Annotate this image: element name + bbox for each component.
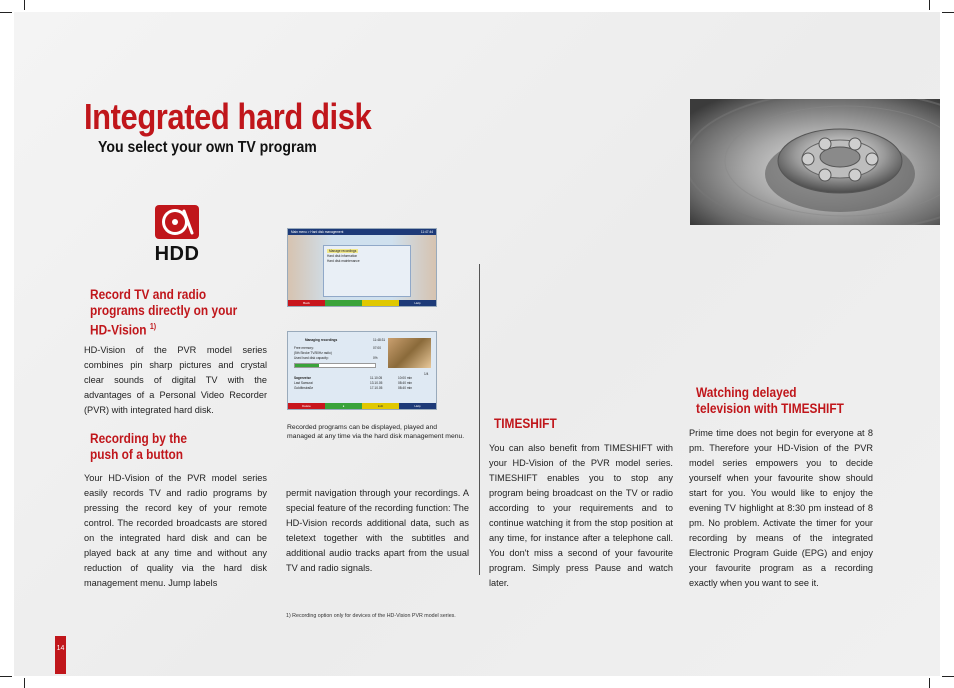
crop-mark [0,12,12,13]
menu-item-hard-disk-maintenance[interactable]: Hard disk maintenance [327,259,360,263]
capacity-bar [294,363,376,368]
green-button[interactable] [325,300,362,306]
recording-list [292,376,422,396]
crop-mark [24,678,25,688]
menu-panel [323,245,411,297]
managing-recordings-screenshot [287,331,437,410]
timeshift-heading: TIMESHIFT [494,416,557,431]
footnote-marker: 1) [149,322,157,331]
used-capacity-label: Used hard disk capacity: [294,356,329,360]
menu-path: Main menu > Hard disk management [291,230,344,234]
crop-mark [0,676,12,677]
screenshot-caption: Recorded programs can be displayed, played and managed at any time via the hard disk management menu. [287,424,465,440]
hard-disk-menu-screenshot [287,228,437,307]
hard-disk-photo [690,99,940,225]
page-number: 14 [55,636,66,674]
footnote: 1) Recording option only for devices of the HD-Vision PVR model series. [286,613,456,619]
delayed-body: Prime time does not begin for everyone at 8 pm. Therefore your HD-Vision of the PVR model series empowers you to decide yourself when your favourite show should start for you. You would like to enjoy the evening TV highlight at 8:30 pm instead of 8 pm. No problem. Activate the timer for your recording by means of the integrated Electronic Program Guide (EPG) and enjoy your favourite program as a recording exactly when you want to see it. [689,428,873,588]
push-heading: Recording by the push of a button [90,431,188,462]
capacity-note: (5th Stroke TV/50Hz radio) [294,351,332,355]
used-capacity-value: 0% [373,356,378,360]
column-divider [479,264,480,575]
crop-mark [929,678,930,688]
green-button[interactable]: ● [325,403,362,409]
crop-mark [24,0,25,10]
free-memory-label: Free memory: [294,346,314,350]
blue-button[interactable]: Help [399,300,436,306]
page-title: Integrated hard disk [84,96,372,137]
menu-clock: 11:47:44 [420,230,433,234]
red-button[interactable]: Back [288,300,325,306]
menu-item-hard-disk-information[interactable]: Hard disk information [327,254,358,258]
menu-title-bar [288,229,436,235]
list-item[interactable]: Goldfinstraße 17.10.05 08:40 min [294,386,412,390]
recordings-button-bar [288,403,436,409]
hard-disk-icon [148,203,206,243]
recordings-heading: Managing recordings [305,338,338,342]
record-body: HD-Vision of the PVR model series combines pin sharp pictures and crystal clear sounds of digital TV with the advantages of a Personal Video Recorder (PVR) with integrated hard disk. [84,345,267,415]
list-item[interactable]: Last Samurai 13.10.05 08:40 min [294,381,412,385]
hard-disk-illustration [690,99,940,225]
menu-item-manage-recordings[interactable]: Manage recordings [329,249,357,253]
edit-button[interactable]: Edit [362,403,399,409]
yellow-button[interactable] [362,300,399,306]
list-item[interactable]: Sagenreise 11.10.05 10:00 min [294,376,412,380]
push-body: Your HD-Vision of the PVR model series easily records TV and radio programs by pressing the record key of your remote control. The recorded broadcasts are stored on the integrated hard disk and can be played back at any time and without any reduction of quality via the hard disk management menu. Jump labels [84,473,267,588]
record-heading: Record TV and radio programs directly on your HD-Vision $^{1)}$ [90,287,238,338]
crop-mark [929,0,930,10]
help-button[interactable]: Help [399,403,436,409]
page-subtitle: You select your own TV program [98,139,317,156]
hdd-logo [148,203,206,265]
delayed-heading: Watching delayed television with TIMESHIFT [696,385,844,416]
free-memory-value: 07:00 [373,346,381,350]
hdd-logo-text: HDD [154,243,200,265]
recording-counter: 1/4 [424,372,429,376]
navigation-body: permit navigation through your recordings. A special feature of the recording function: The HD-Vision records additional data, such as teletext together with the subtitles and additional audio tracks apart from the usual TV and radio signals. [286,488,469,573]
recordings-clock: 11:48:31 [373,338,386,342]
crop-mark [942,676,954,677]
preview-thumbnail [388,338,431,368]
crop-mark [942,12,954,13]
timeshift-body: You can also benefit from TIMESHIFT with your HD-Vision of the PVR model series. TIMESHIFT enables you to stop any program being broadcast on the TV or radio according to your requirements and to continue watching it from the stop position at any time, for instance after a telephone call. You don't miss a second of your favourite program. Simply press Pause and watch later. [489,443,673,588]
menu-button-bar [288,300,436,306]
delete-button[interactable]: Delete [288,403,325,409]
